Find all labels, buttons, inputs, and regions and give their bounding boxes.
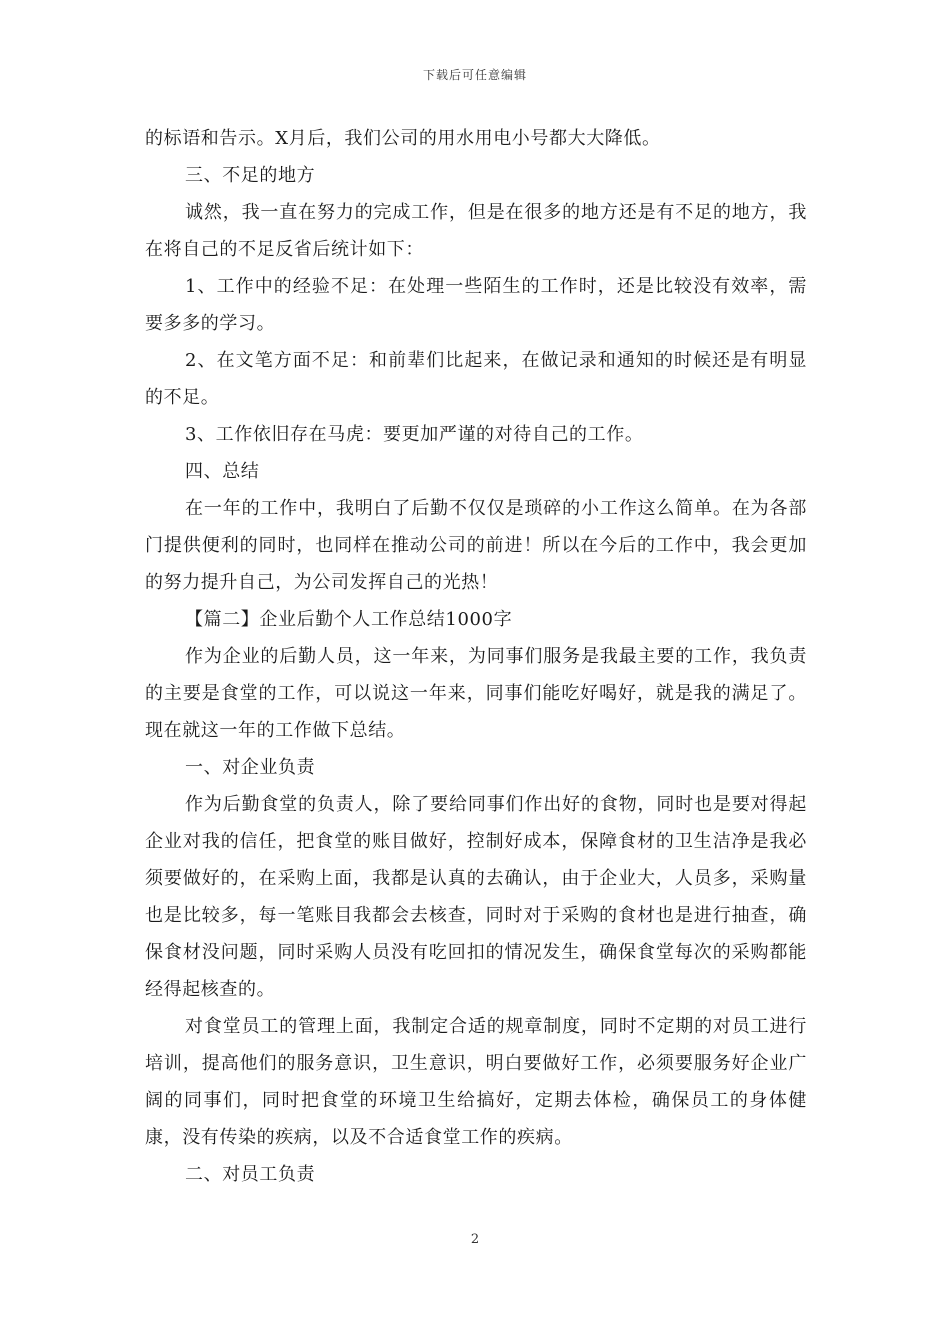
paragraph-6: 对食堂员工的管理上面，我制定合适的规章制度，同时不定期的对员工进行培训，提高他们的服务意识，卫生意识，明白要做好工作，必须要服务好企业广阔的同事们，同时把食堂的环境卫生给搞好，定期去体检，确保员工的身体健康，没有传染的疾病，以及不合适食堂工作的疾病。	[145, 1016, 807, 1148]
paragraph-5: 作为后勤食堂的负责人，除了要给同事们作出好的食物，同时也是要对得起企业对我的信任，把食堂的账目做好，控制好成本，保障食材的卫生洁净是我必须要做好的，在采购上面，我都是认真的去确认，由于企业大，人员多，采购量也是比较多，每一笔账目我都会去核查，同时对于采购的食材也是进行抽查，确保食材没问题，同时采购人员没有吃回扣的情况发生，确保食堂每次的采购都能经得起核查的。	[145, 794, 807, 1000]
section-heading-1: 一、对企业负责	[185, 757, 316, 778]
list-item-2: 2、在文笔方面不足：和前辈们比起来，在做记录和通知的时候还是有明显的不足。	[145, 350, 807, 408]
section-heading-2: 二、对员工负责	[185, 1164, 316, 1185]
paragraph-2: 诚然，我一直在努力的完成工作，但是在很多的地方还是有不足的地方，我在将自己的不足反省后统计如下：	[145, 202, 807, 260]
section-heading-3: 三、不足的地方	[185, 165, 316, 186]
paragraph-1: 的标语和告示。X月后，我们公司的用水用电小号都大大降低。	[145, 128, 661, 149]
list-item-1: 1、工作中的经验不足：在处理一些陌生的工作时，还是比较没有效率，需要多多的学习。	[145, 276, 807, 334]
page-number: 2	[470, 1232, 480, 1247]
page-header-note: 下载后可任意编辑	[422, 68, 527, 82]
paragraph-4: 作为企业的后勤人员，这一年来，为同事们服务是我最主要的工作，我负责的主要是食堂的工作，可以说这一年来，同事们能吃好喝好，就是我的满足了。现在就这一年的工作做下总结。	[145, 646, 807, 741]
list-item-3: 3、工作依旧存在马虎：要更加严谨的对待自己的工作。	[185, 424, 644, 445]
section-heading-4: 四、总结	[185, 461, 260, 482]
paragraph-3: 在一年的工作中，我明白了后勤不仅仅是琐碎的小工作这么简单。在为各部门提供便利的同时，也同样在推动公司的前进！所以在今后的工作中，我会更加的努力提升自己，为公司发挥自己的光热！	[145, 498, 807, 593]
chapter-heading: 【篇二】企业后勤个人工作总结1000字	[185, 609, 513, 630]
document-body	[145, 120, 807, 1193]
